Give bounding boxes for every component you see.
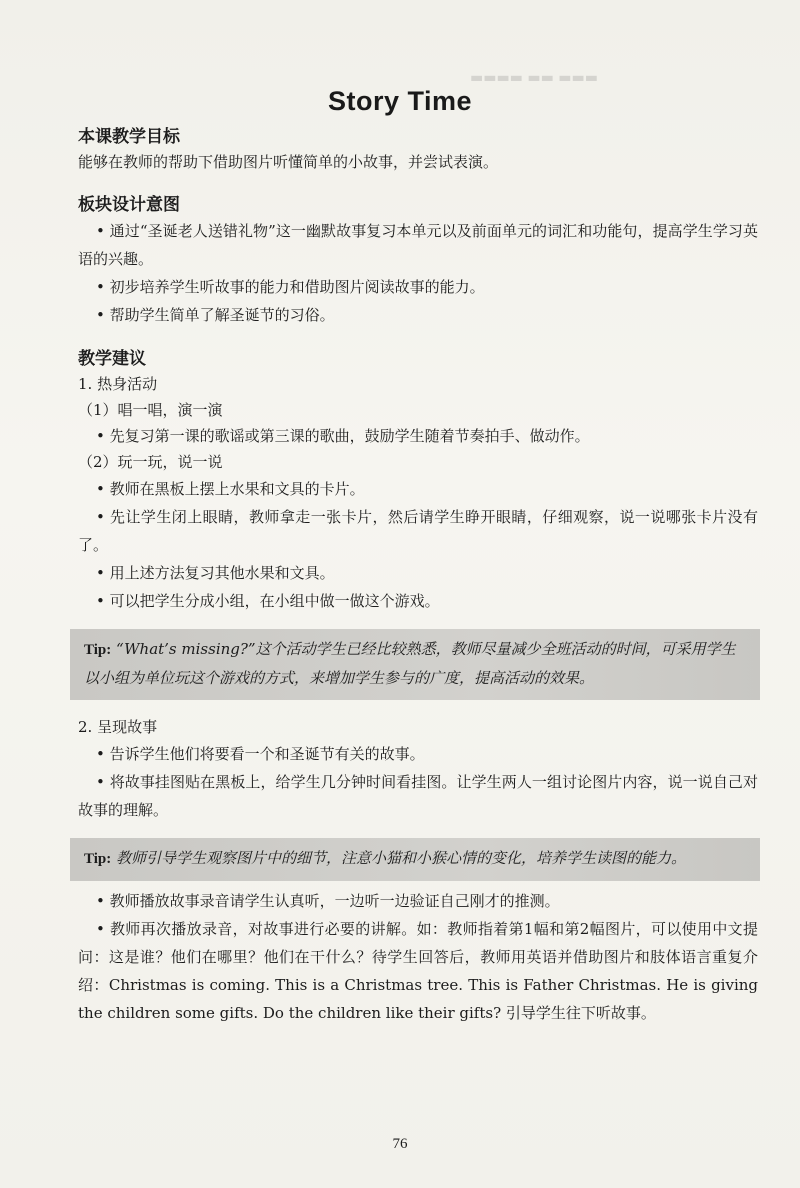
tip-2-text: 教师引导学生观察图片中的细节，注意小猫和小猴心情的变化，培养学生读图的能力。 — [116, 849, 687, 867]
tip-1-label: Tip: — [84, 642, 112, 658]
sub1-item: • 先复习第一课的歌谣或第三课的歌曲，鼓励学生随着节奏拍手、做动作。 — [96, 427, 590, 445]
step1-title: 1. 热身活动 — [78, 375, 158, 393]
page-number: 76 — [392, 1136, 408, 1152]
step2-more-1: • 教师播放故事录音请学生认真听，一边听一边验证自己刚才的推测。 — [96, 892, 560, 910]
sub1-title: （1）唱一唱，演一演 — [78, 401, 223, 419]
tip-1-text: “What’s missing?”这个活动学生已经比较熟悉，教师尽量减少全班活动的时间，可采用学生以小组为单位玩这个游戏的方式，来增加学生参与的广度，提高活动的效果。 — [84, 640, 736, 687]
step2-more-2: • 教师再次播放录音，对故事进行必要的讲解。如：教师指着第1幅和第2幅图片，可以使用中文提问：这是谁？他们在哪里？他们在干什么？待学生回答后，教师用英语并借助图片和肢体语言重复介绍：Christmas is coming. This is a Christmas tree. This is Father Christmas. He is giving the children some gifts. Do the children like their gifts? 引导学生往下听故事。 — [78, 920, 758, 1022]
page-title: Story Time — [327, 86, 473, 116]
sub2-title: （2）玩一玩，说一说 — [78, 453, 223, 471]
design-item-3: • 帮助学生简单了解圣诞节的习俗。 — [96, 306, 335, 324]
goal-text: 能够在教师的帮助下借助图片听懂简单的小故事，并尝试表演。 — [78, 153, 499, 171]
step2-title: 2. 呈现故事 — [78, 718, 158, 736]
tip-box-1 — [70, 629, 760, 700]
step2-item-1: • 告诉学生他们将要看一个和圣诞节有关的故事。 — [96, 745, 425, 763]
sub2-item-2: • 先让学生闭上眼睛，教师拿走一张卡片，然后请学生睁开眼睛，仔细观察，说一说哪张卡片没有了。 — [78, 508, 758, 554]
content — [78, 125, 758, 1027]
suggest-heading: 教学建议 — [78, 349, 146, 369]
design-item-1: • 通过“圣诞老人送错礼物”这一幽默故事复习本单元以及前面单元的词汇和功能句，提高学生学习英语的兴趣。 — [78, 222, 758, 268]
design-item-2: • 初步培养学生听故事的能力和借助图片阅读故事的能力。 — [96, 278, 485, 296]
step2-item-2: • 将故事挂图贴在黑板上，给学生几分钟时间看挂图。让学生两人一组讨论图片内容，说一说自己对故事的理解。 — [78, 773, 758, 819]
sub2-item-3: • 用上述方法复习其他水果和文具。 — [96, 564, 335, 582]
sub2-item-4: • 可以把学生分成小组，在小组中做一做这个游戏。 — [96, 592, 440, 610]
sub2-item-1: • 教师在黑板上摆上水果和文具的卡片。 — [96, 480, 365, 498]
design-heading: 板块设计意图 — [78, 195, 180, 215]
tip-box-2 — [70, 838, 760, 881]
tip-2-label: Tip: — [84, 851, 112, 867]
reverse-side-bleed: ▬▬▬ ▬▬ ▬▬▬▬ — [470, 70, 598, 86]
goal-heading: 本课教学目标 — [78, 127, 180, 147]
